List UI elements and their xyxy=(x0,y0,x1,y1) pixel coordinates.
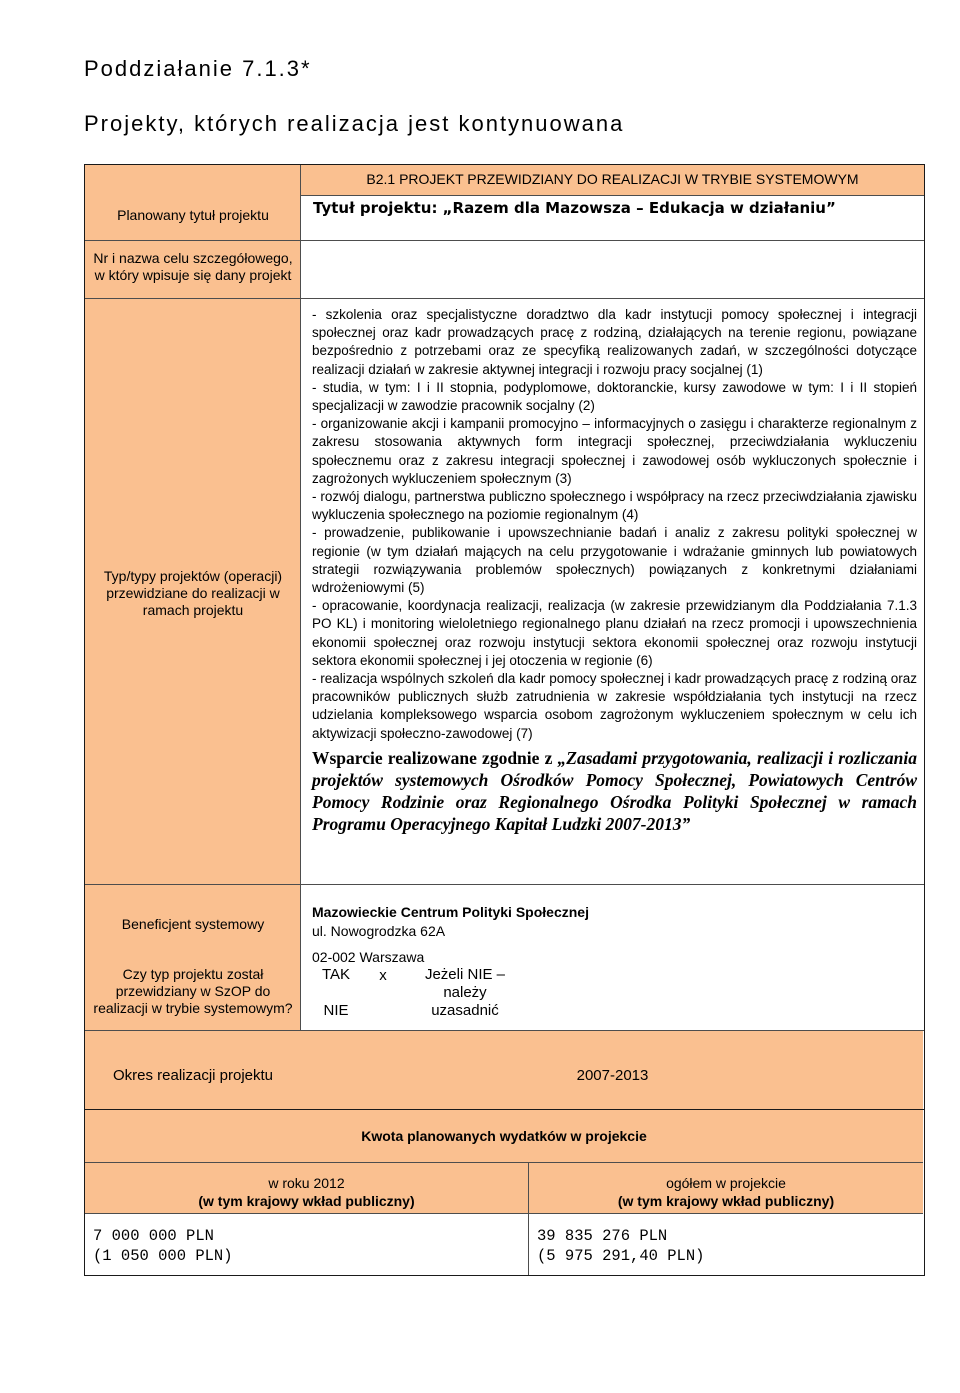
row-divider xyxy=(85,1213,923,1214)
budget-2012-value xyxy=(93,1226,513,1266)
budget-total-header xyxy=(529,1174,923,1210)
beneficiary-name: Mazowieckie Centrum Polityki Społecznej xyxy=(312,904,589,920)
budget-2012-header xyxy=(85,1174,528,1210)
row-divider xyxy=(85,884,924,885)
row-divider xyxy=(85,1162,923,1163)
section-header-cell xyxy=(301,165,924,195)
budget-title: Kwota planowanych wydatków w projekcie xyxy=(361,1128,647,1144)
budget-2012-header-line2: (w tym krajowy wkład publiczny) xyxy=(198,1193,415,1209)
budget-total-public: (5 975 291,40 PLN) xyxy=(537,1247,705,1265)
subaction-heading: Poddziałanie 7.1.3* xyxy=(84,56,312,81)
support-note-prefix: Wsparcie realizowane zgodnie z xyxy=(312,747,558,768)
beneficiary-street: ul. Nowogrodzka 62A xyxy=(312,923,446,939)
project-title: Tytuł projektu: „Razem dla Mazowsza – Edukacja w działaniu” xyxy=(313,199,836,217)
project-type-item: - studia, w tym: I i II stopnia, podyplomowe, doktoranckie, kursy zawodowe w tym: I i II stopień specjalizacji w zawodzie pracownik socjalny (2) xyxy=(312,379,917,414)
budget-total-header-line1: ogółem w projekcie xyxy=(666,1175,786,1191)
project-types-list xyxy=(312,306,917,835)
budget-table xyxy=(84,1109,925,1276)
tak-checkbox[interactable]: x xyxy=(379,967,387,984)
sop-question-label: Czy typ projektu został przewidziany w SzOP do realizacji w trybie systemowym? xyxy=(93,966,293,1016)
justify-note: Jeżeli NIE – należy uzasadnić xyxy=(424,966,506,1019)
row-divider xyxy=(85,240,924,241)
support-note xyxy=(312,747,917,835)
period-value: 2007-2013 xyxy=(576,1067,649,1084)
project-type-item: - szkolenia oraz specjalistyczne doradztwo dla kadr instytucji pomocy społecznej i integracji społecznej oraz kadr prowadzących pracę z rodziną, działających na terenie regionu, powiązane bezpośrednio z potrzebami oraz ze specyfiką realizowanych zadań, w szczególności dotyczące realizacji działań w zakresie aktywnej integracji i rozwoju pracy socjalnej (1) xyxy=(312,307,917,377)
row-divider xyxy=(85,298,924,299)
project-type-item: - prowadzenie, publikowanie i upowszechnianie badań i analiz z zakresu polityki społecznej w regionie (w tym działań mających na celu przygotowanie i wdrażanie gminnych lub powiatowych strategii rozwiązywania problemów społecznych) powiązanych z konkretnymi działaniami wdrożeniowymi (5) xyxy=(312,525,917,596)
beneficiary-value xyxy=(312,903,912,967)
project-type-item: - organizowanie akcji i kampanii promocyjno – informacyjnych o zasięgu i charakterze regionalnym z zakresu stosowania aktywnych form integracji społecznej, przeciwdziałania wykluczeniu społecznemu oraz z zakresu integracji społecznej i zawodowej osób wykluczonych społecznie i zagrożonych wykluczeniem społecznym (3) xyxy=(312,416,917,486)
project-form-table xyxy=(84,164,925,1110)
project-type-item: - opracowanie, koordynacja realizacji, realizacja (w zakresie przewidzianym dla Poddziałania 7.1.3 PO KL) i monitoring wieloletniego regionalnego planu działań na rzecz promocji i upowszechnienia ekonomii społecznej oraz rozwoju instytucji sektora ekonomii społecznej oraz rozwoju instytucji sektora ekonomii społecznej i jej otoczenia w regionie (6) xyxy=(312,598,917,668)
budget-total-amount: 39 835 276 PLN xyxy=(537,1227,668,1245)
project-type-item: - realizacja wspólnych szkoleń dla kadr pomocy społecznej i kadr prowadzących pracę z rodziną oraz pracowników publicznych służb zatrudnienia w zakresie współdziałania tych instytucji na rzecz udzielania kompleksowego wsparcia osobom zagrożonym wykluczeniem społecznym w celu ich aktywizacji społeczno-zawodowej (7) xyxy=(312,671,917,741)
column-divider xyxy=(300,165,301,1110)
continued-projects-heading: Projekty, których realizacja jest kontynuowana xyxy=(84,111,625,136)
beneficiary-label: Beneficjent systemowy xyxy=(121,916,265,932)
goal-value xyxy=(313,245,913,285)
period-label: Okres realizacji projektu xyxy=(112,1067,274,1084)
support-note-rules: „Zasadami przygotowania, realizacji i rozliczania projektów systemowych Ośrodków Pomocy Społecznej, Powiatowych Centrów Pomocy Rodzinie oraz Regionalnego Ośrodka Polityki Społecznej w ramach Programu Operacyjnego Kapitał Ludzki 2007-2013” xyxy=(312,747,917,834)
budget-2012-header-line1: w roku 2012 xyxy=(268,1175,345,1191)
project-types-label: Typ/typy projektów (operacji) przewidziane do realizacji w ramach projektu xyxy=(103,568,283,618)
row-divider xyxy=(301,195,924,196)
beneficiary-city: 02-002 Warszawa xyxy=(312,949,425,965)
goal-label: Nr i nazwa celu szczegółowego, w który wpisuje się dany projekt xyxy=(93,250,293,283)
option-tak: TAK xyxy=(321,966,351,983)
title-label: Planowany tytuł projektu xyxy=(117,207,269,223)
budget-total-value xyxy=(537,1226,917,1266)
section-header: B2.1 PROJEKT PRZEWIDZIANY DO REALIZACJI W TRYBIE SYSTEMOWYM xyxy=(366,171,859,187)
budget-2012-public: (1 050 000 PLN) xyxy=(93,1247,233,1265)
budget-2012-amount: 7 000 000 PLN xyxy=(93,1227,214,1245)
budget-total-header-line2: (w tym krajowy wkład publiczny) xyxy=(617,1193,835,1209)
project-type-item: - rozwój dialogu, partnerstwa publiczno społecznego i współpracy na rzecz przeciwdziałania zjawisku wykluczenia społecznego na poziomie regionalnym (4) xyxy=(312,489,917,523)
option-nie: NIE xyxy=(323,1002,349,1019)
